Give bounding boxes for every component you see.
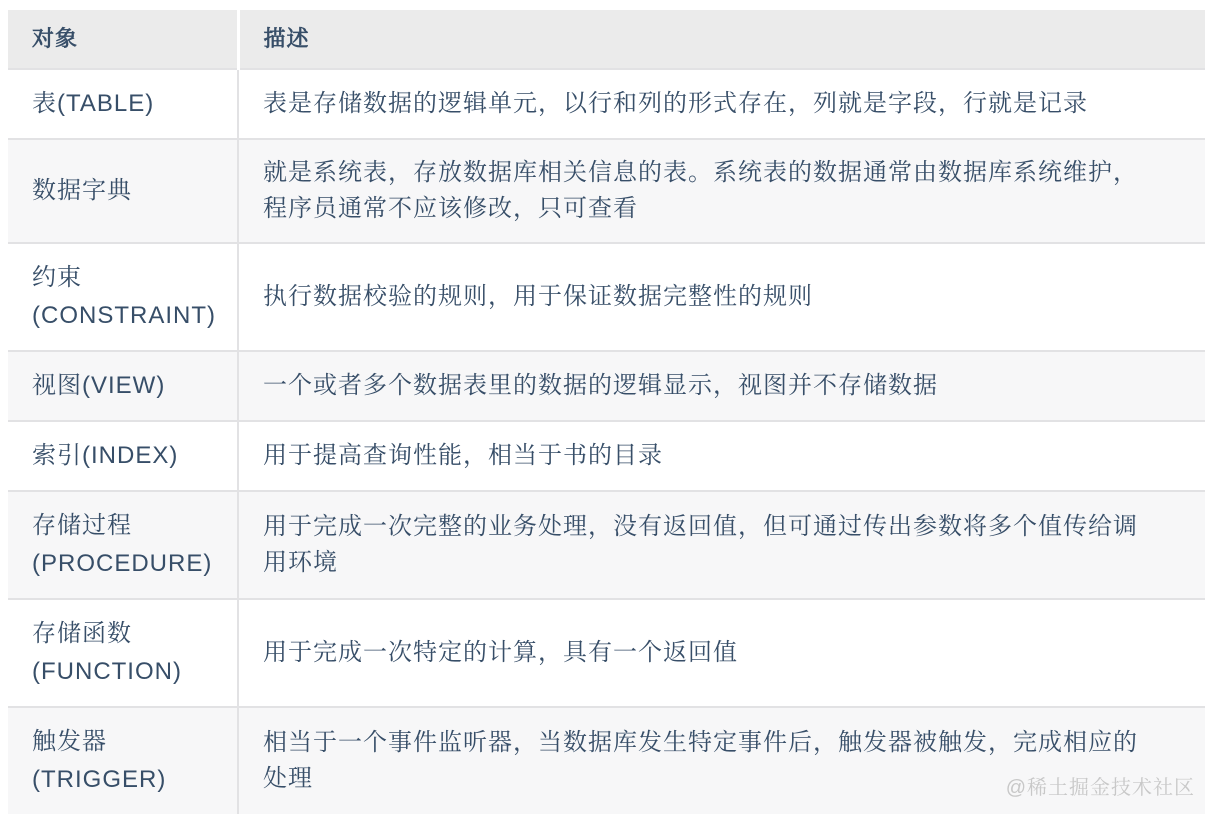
description-cell: 一个或者多个数据表里的数据的逻辑显示，视图并不存储数据 — [238, 351, 1205, 421]
description-cell: 表是存储数据的逻辑单元，以行和列的形式存在，列就是字段，行就是记录 — [238, 69, 1205, 139]
object-name-line: 存储函数 — [32, 620, 132, 647]
description-cell: 用于提高查询性能，相当于书的目录 — [238, 421, 1205, 491]
table-row — [8, 243, 1205, 351]
table-row — [8, 707, 1205, 814]
header-row — [8, 10, 1205, 69]
description-cell: 就是系统表，存放数据库相关信息的表。系统表的数据通常由数据库系统维护，程序员通常不应该修改，只可查看 — [238, 139, 1205, 243]
table-row — [8, 139, 1205, 243]
table-row — [8, 69, 1205, 139]
object-name-line: 存储过程 — [32, 512, 132, 539]
table-body — [8, 69, 1205, 814]
object-cell — [8, 599, 238, 707]
object-name-line: (CONSTRAINT) — [32, 302, 216, 329]
object-name-line: 表(TABLE) — [32, 90, 155, 117]
object-cell — [8, 243, 238, 351]
description-cell: 相当于一个事件监听器，当数据库发生特定事件后，触发器被触发，完成相应的处理 — [238, 707, 1205, 814]
object-cell — [8, 139, 238, 243]
description-cell: 执行数据校验的规则，用于保证数据完整性的规则 — [238, 243, 1205, 351]
object-name-line: 索引(INDEX) — [32, 442, 179, 469]
object-cell — [8, 351, 238, 421]
header-cell-object: 对象 — [8, 10, 238, 69]
object-cell — [8, 69, 238, 139]
object-name-line: (TRIGGER) — [32, 766, 167, 793]
object-name-line: 触发器 — [32, 728, 107, 755]
header-cell-description: 描述 — [238, 10, 1205, 69]
description-cell: 用于完成一次完整的业务处理，没有返回值，但可通过传出参数将多个值传给调用环境 — [238, 491, 1205, 599]
object-name-line: 视图(VIEW) — [32, 372, 166, 399]
object-name-line: (FUNCTION) — [32, 658, 182, 685]
object-cell — [8, 491, 238, 599]
database-objects-table — [8, 10, 1205, 814]
table-row — [8, 351, 1205, 421]
description-cell: 用于完成一次特定的计算，具有一个返回值 — [238, 599, 1205, 707]
table-row — [8, 421, 1205, 491]
object-name-line: 约束 — [32, 264, 82, 291]
table-header — [8, 10, 1205, 69]
table-row — [8, 491, 1205, 599]
watermark: @稀土掘金技术社区 — [1005, 777, 1195, 799]
object-cell — [8, 421, 238, 491]
object-cell — [8, 707, 238, 814]
object-name-line: (PROCEDURE) — [32, 550, 213, 577]
object-name-line: 数据字典 — [32, 177, 132, 204]
page — [0, 10, 1212, 815]
table-row — [8, 599, 1205, 707]
